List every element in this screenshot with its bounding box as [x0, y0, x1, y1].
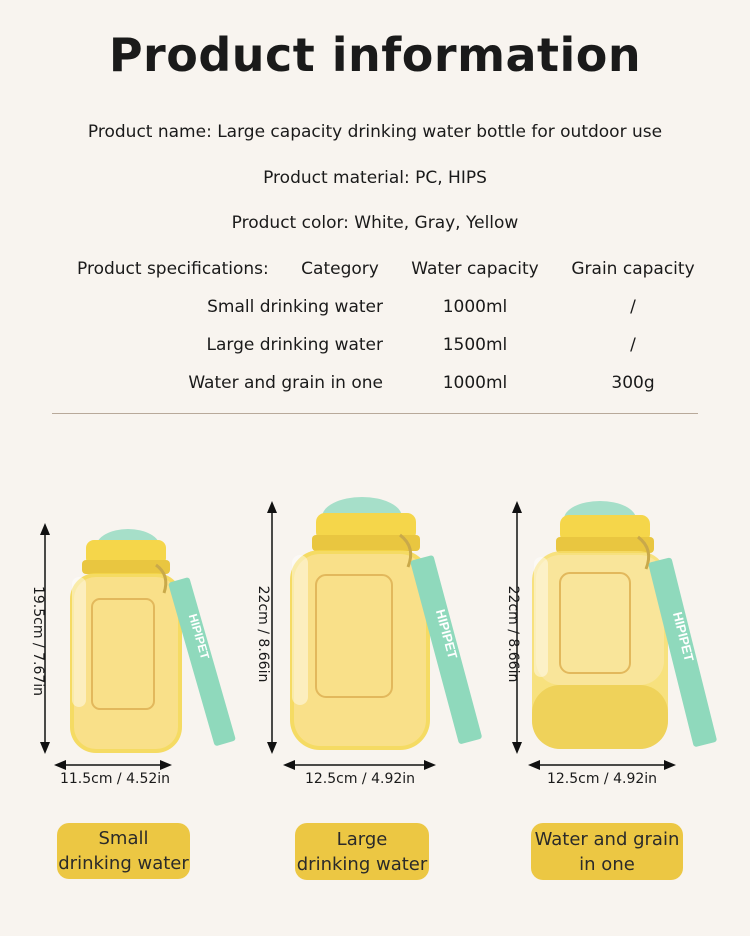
spec-header-grain: Grain capacity [571, 259, 695, 279]
spec-row-1-grain: / [630, 297, 636, 317]
spec-row-2-category: Large drinking water [206, 335, 383, 355]
product-label-large-line2: drinking water [296, 853, 428, 875]
width-label-water-grain: 12.5cm / 4.92in [546, 771, 658, 787]
product-name-line: Product name: Large capacity drinking water bottle for outdoor use [87, 122, 663, 142]
product-label-large-line1: Large [336, 828, 388, 850]
height-label-large: 22cm / 8.66in [255, 585, 271, 683]
product-label-water-grain-line2: in one [579, 853, 635, 875]
product-color-line: Product color: White, Gray, Yellow [231, 213, 519, 233]
spec-row-1-water: 1000ml [442, 297, 508, 317]
page-title: Product information [108, 28, 642, 82]
product-label-large [295, 823, 429, 880]
spec-row-3-grain: 300g [611, 373, 655, 393]
section-divider [52, 413, 698, 414]
strap-text-large: HIPIPET [432, 607, 461, 661]
spec-label: Product specifications: [77, 259, 269, 279]
product-small [0, 495, 250, 895]
strap-text-small: HIPIPET [185, 612, 213, 661]
spec-header-water: Water capacity [411, 259, 539, 279]
product-label-water-grain [531, 823, 683, 880]
product-label-small-line2: drinking water [58, 853, 189, 874]
spec-header-category: Category [301, 259, 379, 279]
bottle-water-grain-image [500, 495, 750, 795]
strap-text-water-grain: HIPIPET [669, 610, 697, 663]
spec-row-3-category: Water and grain in one [188, 373, 383, 393]
product-material-line: Product material: PC, HIPS [263, 168, 487, 188]
product-label-small [57, 823, 190, 879]
spec-table [0, 255, 750, 395]
height-label-water-grain: 22cm / 8.66in [505, 585, 521, 683]
height-label-small: 19.5cm / 7.67in [30, 585, 46, 697]
bottle-large-image [250, 495, 500, 795]
spec-row-3-water: 1000ml [442, 373, 508, 393]
spec-row-2-grain: / [630, 335, 636, 355]
product-large [250, 495, 500, 895]
product-label-small-line1: Small [98, 828, 149, 849]
width-label-small: 11.5cm / 4.52in [59, 771, 171, 787]
product-label-water-grain-line1: Water and grain [534, 828, 680, 850]
width-label-large: 12.5cm / 4.92in [304, 771, 416, 787]
spec-row-2-water: 1500ml [442, 335, 508, 355]
product-water-grain [500, 495, 750, 895]
spec-row-1-category: Small drinking water [207, 297, 383, 317]
